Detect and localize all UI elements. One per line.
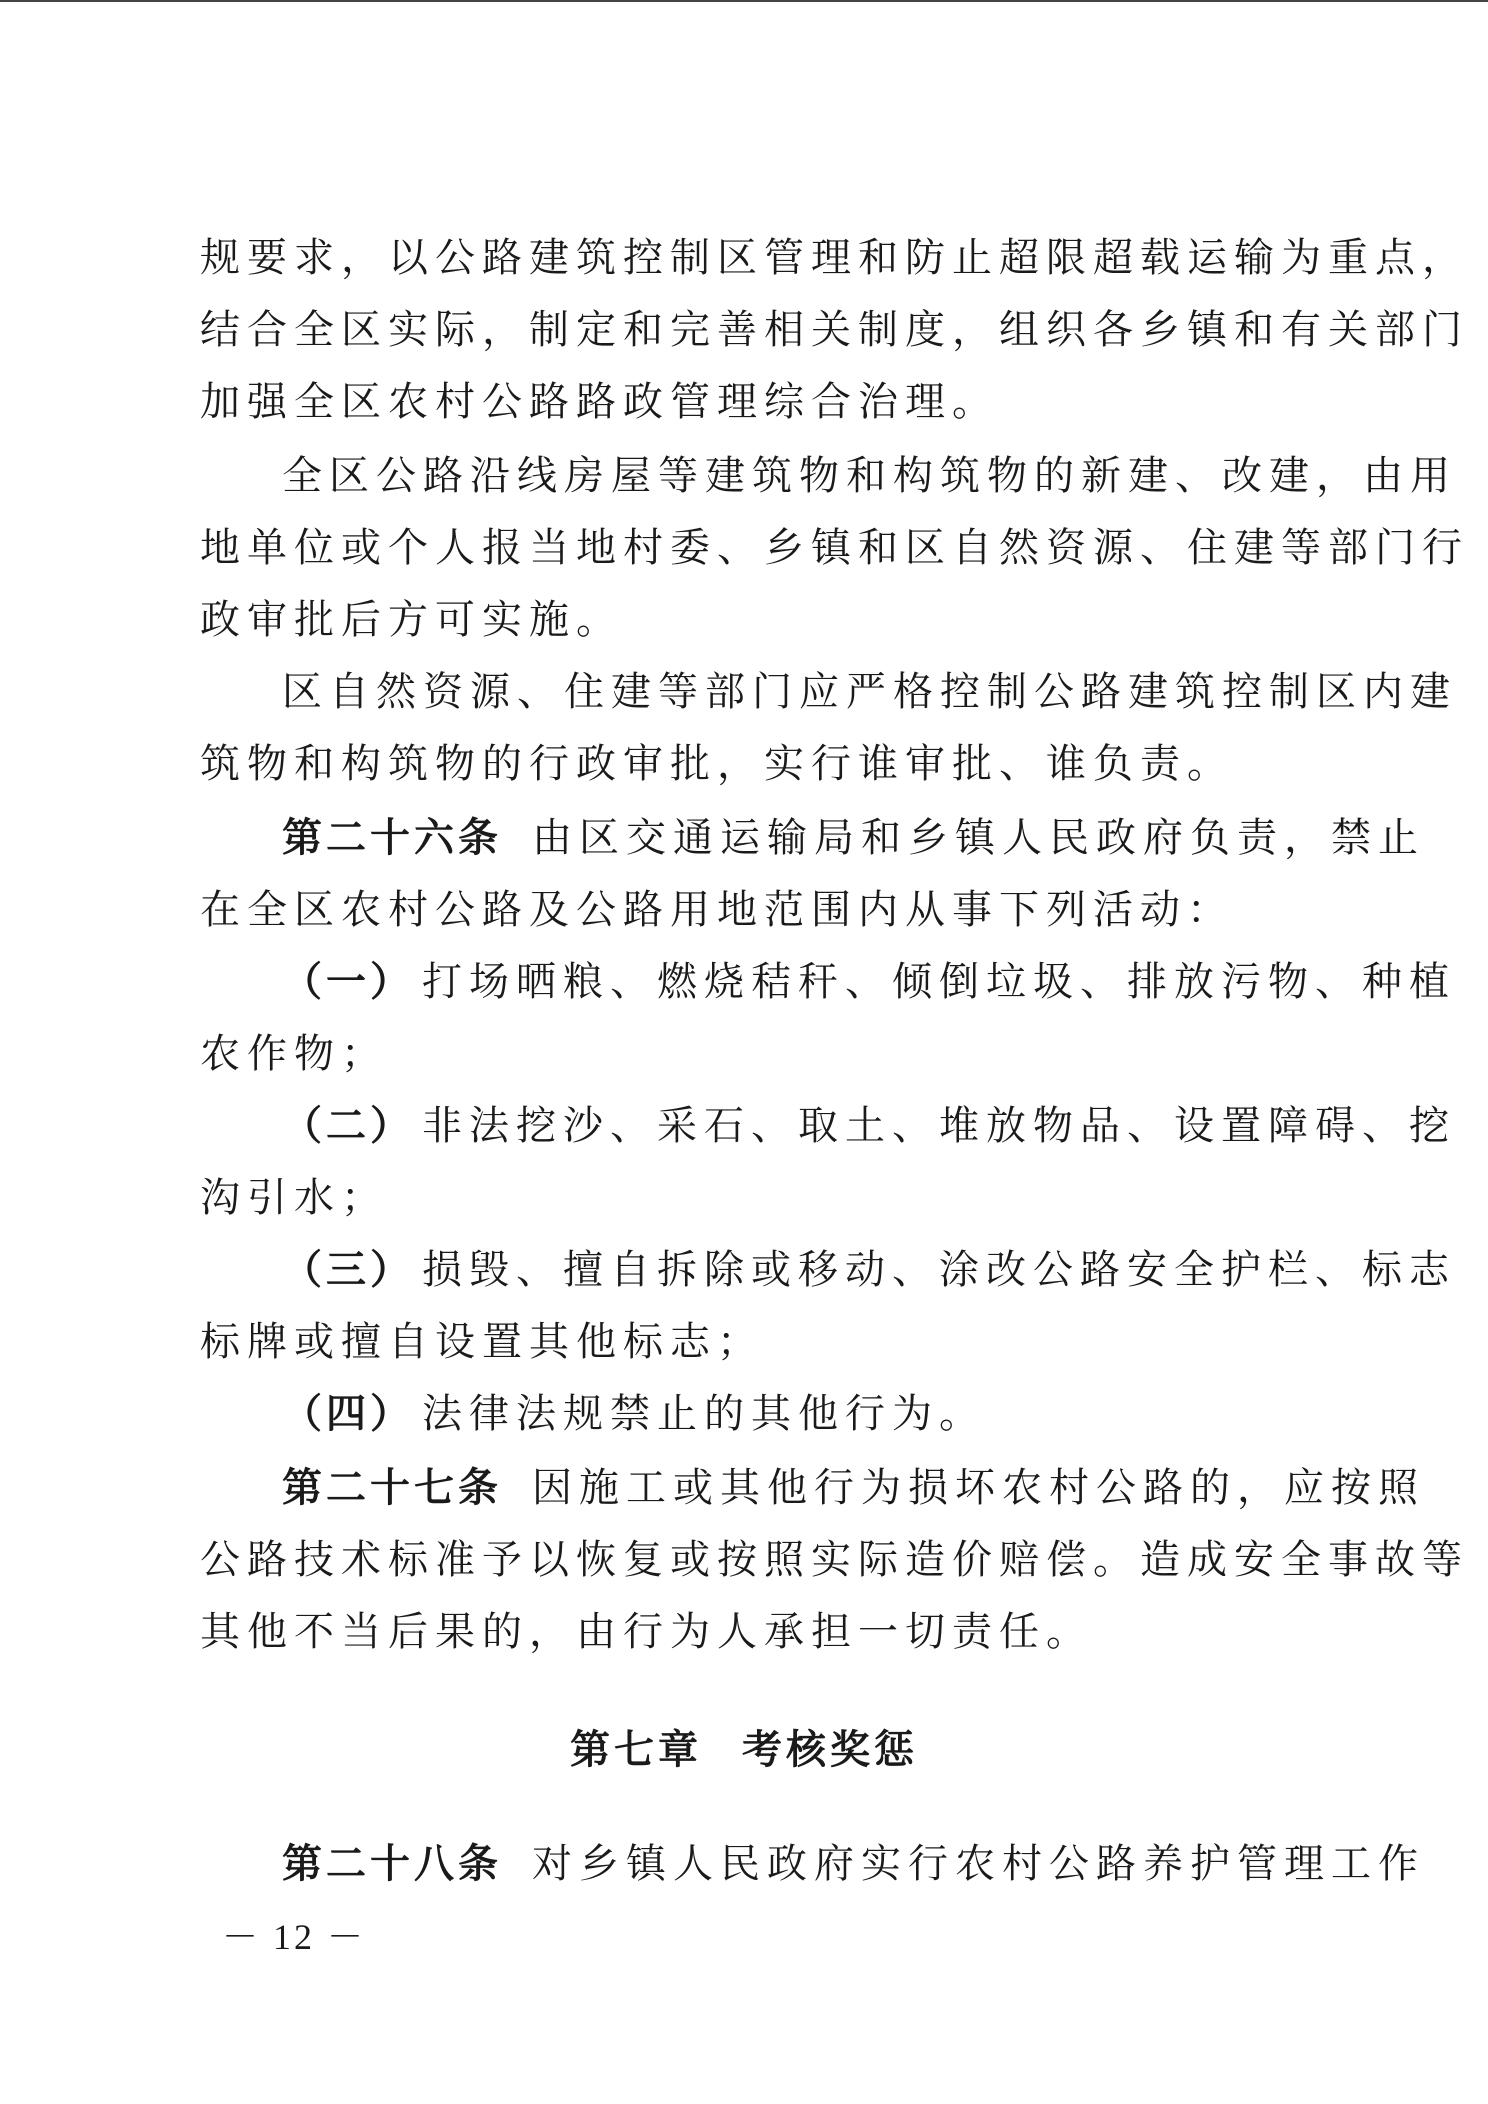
item-label: （三） (282, 1247, 414, 1293)
text-line: 加强全区农村公路路政管理综合治理。 (200, 379, 999, 425)
chapter-number: 第七章 (570, 1727, 702, 1773)
text-line: 区自然资源、住建等部门应严格控制公路建筑控制区内建 (282, 669, 1457, 715)
item-text: 损毁、擅自拆除或移动、涂改公路安全护栏、标志 (422, 1247, 1456, 1293)
text-line: 农作物； (200, 1031, 388, 1077)
text-line: 结合全区实际，制定和完善相关制度，组织各乡镇和有关部门 (200, 307, 1469, 353)
item-label: （四） (282, 1391, 414, 1437)
text-line: 在全区农村公路及公路用地范围内从事下列活动： (200, 887, 1234, 933)
article-label: 第二十八条 (282, 1841, 502, 1887)
text-line: 规要求，以公路建筑控制区管理和防止超限超载运输为重点， (200, 235, 1469, 281)
text-line: 政审批后方可实施。 (200, 597, 623, 643)
item-label: （二） (282, 1103, 414, 1149)
article-text: 由区交通运输局和乡镇人民政府负责，禁止 (532, 815, 1425, 861)
article-27 (282, 1464, 1425, 1512)
item-label: （一） (282, 959, 414, 1005)
article-26 (282, 814, 1425, 862)
chapter-heading (0, 1726, 1488, 1774)
item-text: 打场晒粮、燃烧秸秆、倾倒垃圾、排放污物、种植 (422, 959, 1456, 1005)
list-item-1 (282, 958, 1456, 1006)
item-text: 非法挖沙、采石、取土、堆放物品、设置障碍、挖 (422, 1103, 1456, 1149)
article-text: 对乡镇人民政府实行农村公路养护管理工作 (532, 1841, 1425, 1887)
list-item-2 (282, 1102, 1456, 1150)
article-label: 第二十六条 (282, 815, 502, 861)
page-number: － 12 － (222, 1917, 367, 1957)
list-item-3 (282, 1246, 1456, 1294)
text-line: 筑物和构筑物的行政审批，实行谁审批、谁负责。 (200, 741, 1234, 787)
item-text: 法律法规禁止的其他行为。 (422, 1391, 986, 1437)
text-line: 标牌或擅自设置其他标志； (200, 1319, 764, 1365)
article-text: 因施工或其他行为损坏农村公路的，应按照 (532, 1465, 1425, 1511)
text-line: 全区公路沿线房屋等建筑物和构筑物的新建、改建，由用 (282, 453, 1457, 499)
text-line: 地单位或个人报当地村委、乡镇和区自然资源、住建等部门行 (200, 525, 1469, 571)
chapter-title: 考核奖惩 (742, 1727, 918, 1773)
text-line: 沟引水； (200, 1175, 388, 1221)
article-28 (282, 1840, 1425, 1888)
list-item-4 (282, 1390, 1372, 1438)
text-line: 其他不当后果的，由行为人承担一切责任。 (200, 1609, 1093, 1655)
text-line: 公路技术标准予以恢复或按照实际造价赔偿。造成安全事故等 (200, 1537, 1469, 1583)
article-label: 第二十七条 (282, 1465, 502, 1511)
